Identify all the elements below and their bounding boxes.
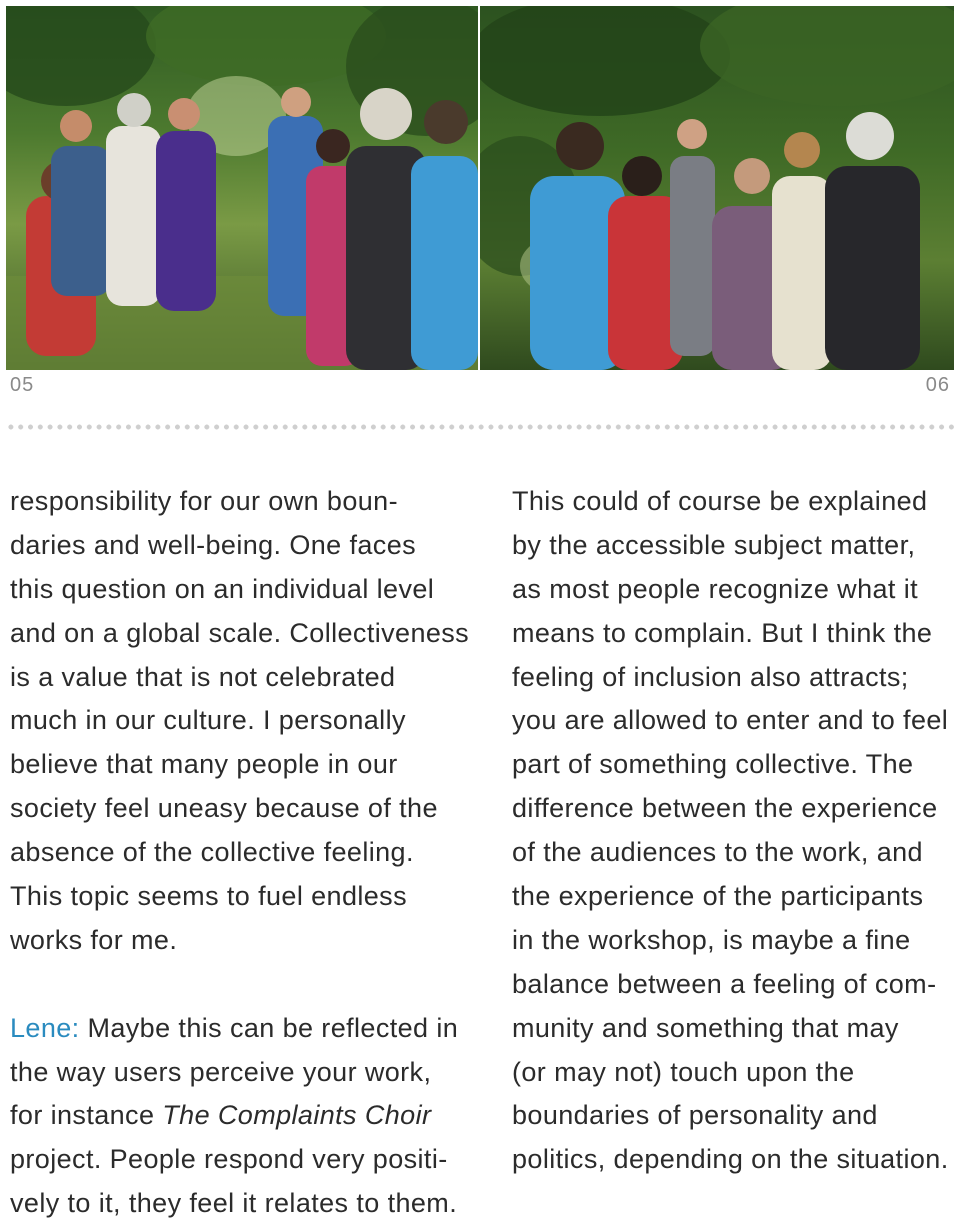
text-line: of the audiences to the work, and bbox=[512, 837, 923, 868]
text-line: part of something collective. The bbox=[512, 749, 914, 780]
text-column-left bbox=[10, 480, 470, 1226]
text-line: this question on an individual level bbox=[10, 573, 435, 604]
photo-05 bbox=[6, 6, 478, 370]
text-line: This could of course be explained bbox=[512, 486, 928, 516]
text-line: boundaries of personality and bbox=[512, 1100, 878, 1131]
text-line bbox=[10, 1007, 459, 1051]
text-line: daries and well-being. One faces bbox=[10, 529, 417, 560]
text-line: you are allowed to enter and to feel bbox=[512, 705, 949, 736]
text-line: and on a global scale. Collectiveness bbox=[10, 617, 470, 648]
text-line: This topic seems to fuel endless bbox=[10, 881, 407, 912]
speaker-name: Lene: bbox=[10, 1012, 80, 1043]
text-line: munity and something that may bbox=[512, 1012, 899, 1043]
caption-06: 06 bbox=[925, 374, 950, 396]
dotted-divider bbox=[6, 422, 954, 432]
photo-06-image bbox=[480, 6, 954, 370]
text-line: feeling of inclusion also attracts; bbox=[512, 661, 909, 692]
text-line: as most people recognize what it bbox=[512, 573, 919, 604]
text-line bbox=[10, 1094, 450, 1138]
text-fragment: for instance bbox=[10, 1100, 163, 1131]
photo-06 bbox=[480, 6, 954, 370]
photo-05-image bbox=[6, 6, 478, 370]
work-title: The Complaints Choir bbox=[162, 1100, 432, 1131]
text-line: project. People respond very positi- bbox=[10, 1144, 448, 1175]
text-line: difference between the experience bbox=[512, 793, 938, 824]
caption-05: 05 bbox=[10, 374, 35, 396]
text-line: the way users perceive your work, bbox=[10, 1056, 432, 1087]
text-line: believe that many people in our bbox=[10, 749, 398, 780]
text-line: (or may not) touch upon the bbox=[512, 1056, 855, 1087]
text-line: much in our culture. I personally bbox=[10, 705, 406, 736]
text-column-right bbox=[512, 480, 952, 1182]
paragraph-gap bbox=[10, 963, 450, 1007]
text-line: responsibility for our own boun- bbox=[10, 486, 398, 516]
text-line: balance between a feeling of com- bbox=[512, 968, 937, 999]
text-line: means to complain. But I think the bbox=[512, 617, 933, 648]
text-line: absence of the collective feeling. bbox=[10, 837, 414, 868]
text-line: by the accessible subject matter, bbox=[512, 529, 916, 560]
text-line: politics, depending on the situation. bbox=[512, 1144, 949, 1175]
text-line: in the workshop, is maybe a fine bbox=[512, 924, 911, 955]
text-fragment: Maybe this can be reflected in bbox=[79, 1012, 459, 1043]
text-line: the experience of the participants bbox=[512, 881, 924, 912]
text-line: is a value that is not celebrated bbox=[10, 661, 396, 692]
text-line: society feel uneasy because of the bbox=[10, 793, 438, 824]
text-line: works for me. bbox=[10, 924, 178, 955]
text-line: vely to it, they feel it relates to them. bbox=[10, 1188, 458, 1219]
